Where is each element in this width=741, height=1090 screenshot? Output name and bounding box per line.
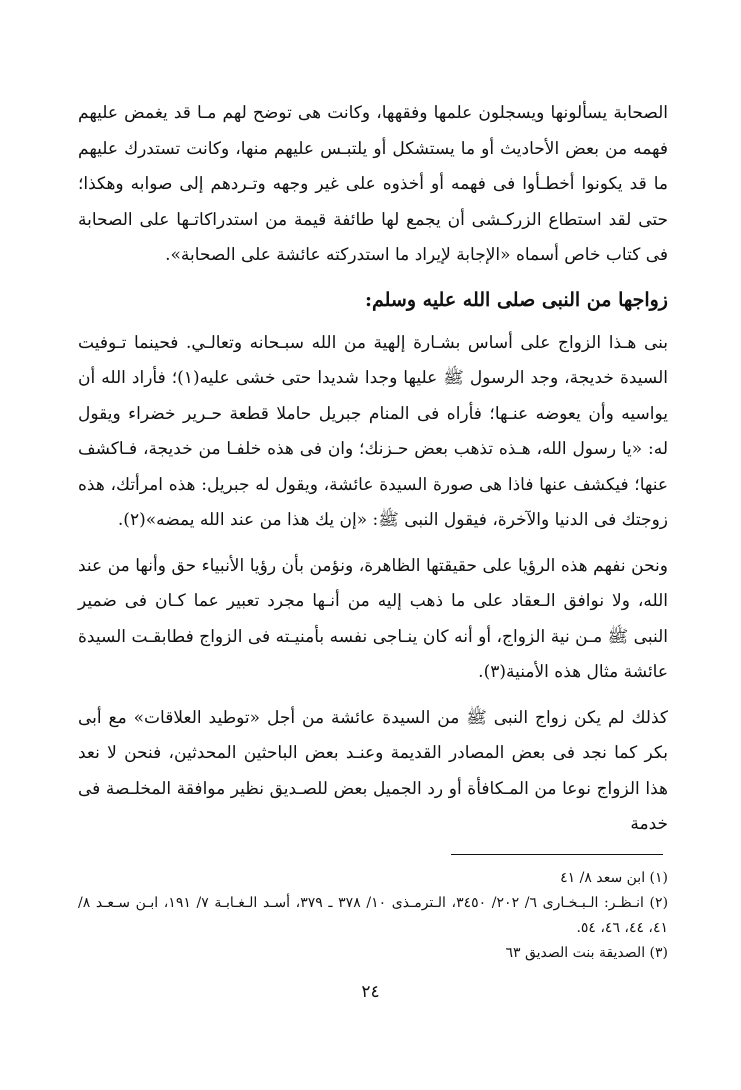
paragraph-4: كذلك لم يكن زواج النبى ﷺ من السيدة عائشة من أجل «توطيد العلاقات» مع أبى بكر كما نجد فى بعض المصادر القديمة وعنـد بعض الباحثين المحدثين، فنحن لا نعد هذا الزواج نوعا من المـكافأة أو رد الجميل بعض للصـديق نظير موافقة المخلـصة فى خدمة bbox=[78, 707, 668, 834]
paragraph-2: بنى هـذا الزواج على أساس بشـارة إلهية من الله سبـحانه وتعالـي. فحينما تـوفيت السيدة خديجة، وجد الرسول ﷺ عليها وجدا شديدا حتى خشى عليه(١)؛ فأراد الله أن يواسيه وأن يعوضه عنـها؛ فأراه فى المنام جبريل حاملا قطعة حـرير خضراء ويقول له: «يا رسول الله، هـذه تذهب بعض حـزنك؛ وان فى هذه خلفـا من خديجة، فـاكشف عنها؛ فيكشف عنها فاذا هى صورة السيدة عائشة، ويقول له جبريل: هذه امرأتك، هذه زوجتك فى الدنيا والآخرة، فيقول النبى ﷺ: «إن يك هذا من عند الله يمضه»(٢). bbox=[78, 332, 668, 530]
paragraph-1: الصحابة يسألونها ويسجلون علمها وفقهها، وكانت هى توضح لهم مـا قد يغمض عليهم فهمه من بعض الأحاديث أو ما يستشكل أو يلتبـس عليهم منها، وكانت تستدرك عليهم ما قد يكونوا أخطـأوا فى فهمه أو أخذوه على غير وجهه وتـردهم إلى صوابه وهكذا؛ حتى لقد استطاع الزركـشى أن يجمع لها طائفة قيمة من استدراكاتـها على الصحابة فى كتاب خاص أسماه «الإجابة لإيراد ما استدركته عائشة على الصحابة». bbox=[78, 103, 668, 265]
page-body bbox=[78, 96, 668, 843]
footnote-1: (١) ابن سعد ٨/ ٤١ bbox=[560, 870, 668, 886]
section-heading: زواجها من النبى صلى الله عليه وسلم: bbox=[364, 288, 668, 311]
footnote-divider bbox=[451, 854, 663, 855]
page-number: ٢٤ bbox=[361, 982, 380, 1002]
footnote-2: (٢) انـظـر: الـبـخـارى ٦/ ٢٠٢/ ٣٤٥٠، الـترمـذى ١٠/ ٣٧٨ ـ ٣٧٩، أسـد الـغـابـة ٧/ ١٩١، ابـن سـعـد ٨/ ٤١، ٤٤، ٤٦، ٥٤. bbox=[78, 895, 669, 936]
footnotes bbox=[78, 866, 668, 966]
footnote-3: (٣) الصديقة بنت الصديق ٦٣ bbox=[505, 945, 668, 961]
paragraph-3: ونحن نفهم هذه الرؤيا على حقيقتها الظاهرة، ونؤمن بأن رؤيا الأنبياء حق وأنها من عند الله، ولا نوافق الـعقاد على ما ذهب إليه من أنـها مجرد تعبير عما كـان فى ضمير النبى ﷺ مـن نية الزواج، أو أنه كان ينـاجى نفسه بأمنيـته فى الزواج فطابقـت السيدة عائشة مثال هذه الأمنية(٣). bbox=[78, 555, 668, 682]
